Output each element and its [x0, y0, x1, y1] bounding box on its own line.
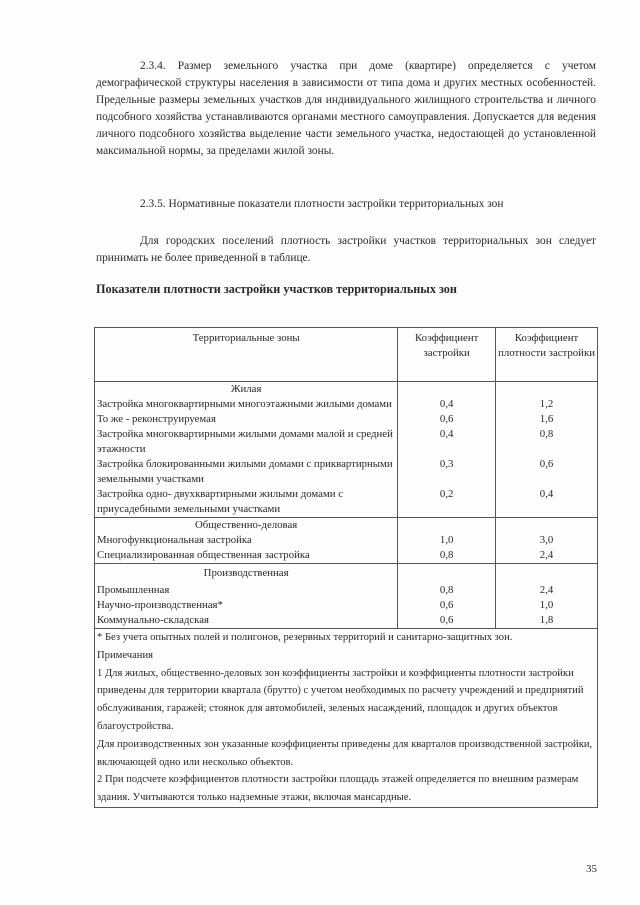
table-header-row [95, 328, 598, 382]
coef-building-cell: 0,3 [398, 457, 496, 487]
coef-density-cell: 0,4 [496, 487, 598, 518]
table-row [95, 548, 598, 564]
coef-building-cell: 0,8 [398, 583, 496, 598]
coef-density-cell: 3,0 [496, 533, 598, 548]
paragraph-2-3-4 [96, 58, 596, 160]
coef-density-cell: 2,4 [496, 583, 598, 598]
zone-cell: Застройка многоквартирными многоэтажными жилыми домами [95, 397, 398, 412]
zone-cell: То же - реконструируемая [95, 412, 398, 427]
table-row [95, 533, 598, 548]
note-1b: Для производственных зон указанные коэффициенты приведены для кварталов производственной застройки, включающей одно или несколько объектов. [97, 738, 593, 768]
coef-density-cell: 1,0 [496, 598, 598, 613]
zone-cell: Специализированная общественная застройка [95, 548, 398, 564]
zone-cell: Застройка блокированными жилыми домами с приквартирными земельными участками [95, 457, 398, 487]
group-row-public-business [95, 518, 598, 534]
paragraph-2-3-5 [96, 196, 596, 213]
table-row [95, 457, 598, 487]
table-row [95, 427, 598, 457]
notes-title: Примечания [97, 649, 153, 661]
coef-density-cell: 1,8 [496, 613, 598, 629]
notes-row [95, 629, 598, 808]
density-table [94, 327, 598, 808]
coef-density-cell: 2,4 [496, 548, 598, 564]
coef-building-cell: 0,6 [398, 412, 496, 427]
group-name: Производственная [95, 564, 398, 584]
table-row [95, 613, 598, 629]
group-name: Жилая [95, 382, 398, 398]
group-row-industrial [95, 564, 598, 584]
table-row [95, 598, 598, 613]
coef-density-cell: 0,6 [496, 457, 598, 487]
header-coef-building: Коэффициент застройки [398, 328, 496, 382]
coef-density-cell: 1,2 [496, 397, 598, 412]
zone-cell: Застройка одно- двухквартирными жилыми домами с приусадебными земельными участками [95, 487, 398, 518]
coef-building-cell: 1,0 [398, 533, 496, 548]
coef-building-cell: 0,8 [398, 548, 496, 564]
page-number: 35 [586, 863, 597, 875]
zone-cell: Многофункциональная застройка [95, 533, 398, 548]
header-coef-density: Коэффициент плотности застройки [496, 328, 598, 382]
paragraph-2-3-5-text: 2.3.5. Нормативные показатели плотности застройки территориальных зон [140, 198, 504, 210]
zone-cell: Застройка многоквартирными жилыми домами малой и средней этажности [95, 427, 398, 457]
zone-cell: Научно-производственная* [95, 598, 398, 613]
coef-building-cell: 0,6 [398, 613, 496, 629]
table-row [95, 412, 598, 427]
table-row [95, 583, 598, 598]
header-zones: Территориальные зоны [95, 328, 398, 382]
coef-building-cell: 0,2 [398, 487, 496, 518]
note-1: 1 Для жилых, общественно-деловых зон коэффициенты застройки и коэффициенты плотности застройки приведены для территории квартала (брутто) с учетом необходимых по расчету учреждений и предприятий обслуживания, гаражей; стоянок для автомобилей, зеленых насаждений, площадок и других объектов благоустройства. [97, 667, 584, 732]
zone-cell: Промышленная [95, 583, 398, 598]
paragraph-intro [96, 233, 596, 267]
table-title: Показатели плотности застройки участков территориальных зон [96, 282, 457, 296]
footnote: * Без учета опытных полей и полигонов, резервных территорий и санитарно-защитных зон. [97, 632, 513, 643]
paragraph-intro-text: Для городских поселений плотность застройки участков территориальных зон следует принимать не более приведенной в таблице. [96, 235, 596, 264]
group-name: Общественно-деловая [95, 518, 398, 534]
group-row-residential [95, 382, 598, 398]
table-row [95, 397, 598, 412]
zone-cell: Коммунально-складская [95, 613, 398, 629]
coef-density-cell: 0,8 [496, 427, 598, 457]
paragraph-2-3-4-text: 2.3.4. Размер земельного участка при доме (квартире) определяется с учетом демографической структуры населения в зависимости от типа дома и других местных особенностей. Предельные размеры земельных участков для индивидуального жилищного строительства и личного подсобного хозяйства устанавливаются органами местного самоуправления. Допускается для ведения личного подсобного хозяйства выделение части земельного участка, недостающей до установленной максимальной нормы, за пределами жилой зоны. [96, 60, 596, 157]
coef-building-cell: 0,4 [398, 397, 496, 412]
table-row [95, 487, 598, 518]
note-2: 2 При подсчете коэффициентов плотности застройки площадь этажей определяется по внешним размерам здания. Учитываются только надземные этажи, включая мансардные. [97, 774, 579, 804]
coef-building-cell: 0,6 [398, 598, 496, 613]
notes-cell [95, 629, 598, 808]
coef-density-cell: 1,6 [496, 412, 598, 427]
coef-building-cell: 0,4 [398, 427, 496, 457]
